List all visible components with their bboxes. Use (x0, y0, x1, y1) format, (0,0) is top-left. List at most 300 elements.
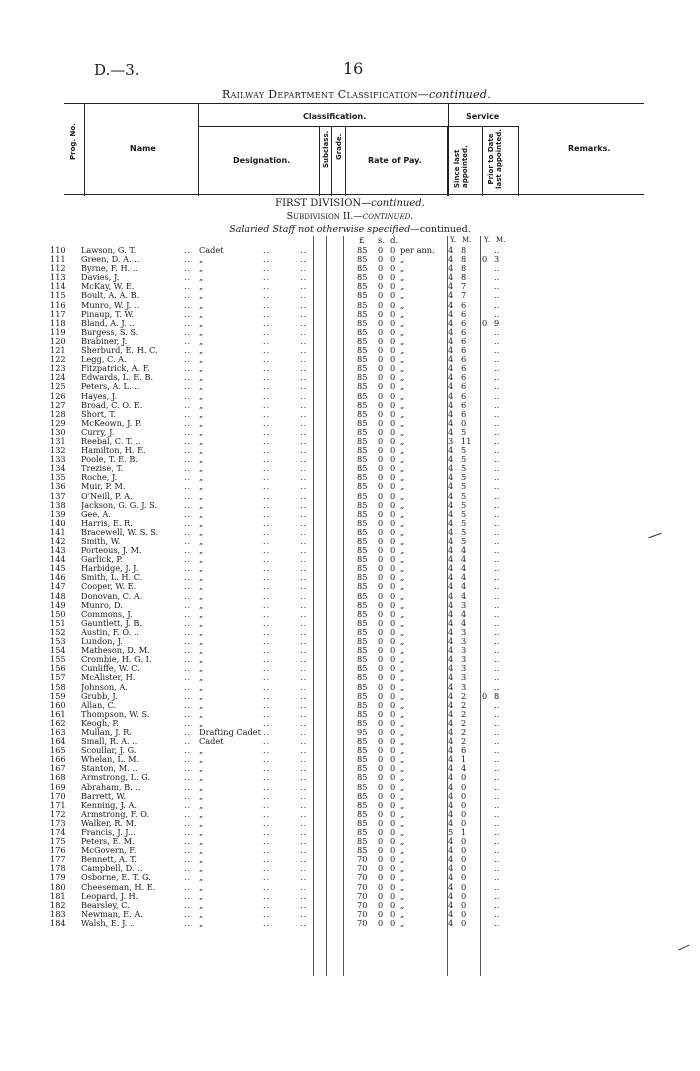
since-months: 4 (461, 563, 467, 574)
pay-period: „ (400, 372, 405, 383)
staff-name: Gauntlett, J. B. (81, 618, 142, 628)
since-years: 5 (448, 827, 454, 837)
pay-pounds: 85 (357, 690, 368, 701)
staff-name: Newman, E. A. (81, 909, 143, 919)
row-number: 168 (50, 772, 66, 783)
pay-pence: 0 (390, 854, 396, 865)
staff-name: Cunliffe, W. C. (81, 664, 140, 674)
pay-pounds: 85 (357, 363, 368, 374)
since-years: 4 (448, 608, 454, 619)
since-years: 4 (448, 381, 454, 392)
table-row (50, 301, 650, 310)
table-row (50, 564, 650, 573)
since-months: 0 (461, 872, 467, 883)
leader-dots: .. (263, 581, 271, 592)
since-months: 6 (461, 745, 467, 756)
leader-dots: .. (300, 599, 308, 610)
designation: „ (199, 672, 204, 683)
table-row (50, 737, 650, 746)
leader-dots: .. (263, 254, 271, 265)
pay-pence: 0 (390, 590, 396, 601)
row-number: 151 (50, 617, 66, 628)
table-row (50, 655, 650, 664)
leader-dots: .. (184, 608, 192, 619)
pay-pounds: 85 (357, 654, 368, 665)
prior-months: .. (494, 636, 500, 647)
staff-name: Davies, J. (81, 273, 120, 283)
pay-period: „ (400, 636, 405, 647)
pay-pounds: 85 (357, 554, 368, 565)
table-row (50, 428, 650, 437)
leader-dots: .. (263, 554, 271, 565)
table-row (50, 401, 650, 410)
row-number: 141 (50, 526, 66, 537)
leader-dots: .. (300, 445, 308, 456)
pay-period: „ (400, 326, 405, 337)
row-number: 132 (50, 445, 66, 456)
pay-pounds: 85 (357, 754, 368, 765)
pay-pounds: 85 (357, 281, 368, 292)
designation: „ (199, 526, 204, 537)
designation: „ (199, 445, 204, 456)
pay-shillings: 0 (378, 763, 384, 774)
leader-dots: .. (263, 417, 271, 428)
leader-dots: .. (184, 726, 192, 737)
pay-pounds: 85 (357, 817, 368, 828)
prior-months: .. (494, 481, 500, 492)
staff-name: Bland, A. J. .. (81, 318, 135, 328)
designation: „ (199, 827, 204, 837)
pay-period: „ (400, 563, 405, 574)
staff-name: Commons, J. (81, 609, 133, 619)
table-row (50, 746, 650, 755)
pay-period: „ (400, 854, 405, 865)
pay-period: „ (400, 499, 405, 510)
pay-shillings: 0 (378, 708, 384, 719)
since-years: 4 (448, 345, 454, 356)
pay-shillings: 0 (378, 736, 384, 747)
staff-name: Walker, R. M. (81, 818, 137, 828)
staff-name: Bearsley, C. (81, 900, 130, 910)
pay-period: „ (400, 908, 405, 919)
leader-dots: .. (263, 326, 271, 337)
leader-dots: .. (184, 736, 192, 747)
header-prog-no: Prog. No. (69, 123, 77, 160)
row-number: 127 (50, 399, 66, 410)
pay-shillings: 0 (378, 790, 384, 801)
leader-dots: .. (300, 772, 308, 783)
table-row (50, 446, 650, 455)
row-number: 138 (50, 499, 66, 510)
leader-dots: .. (184, 281, 192, 292)
row-number: 177 (50, 854, 66, 865)
pay-pence: 0 (390, 254, 396, 265)
pay-pence: 0 (390, 672, 396, 683)
pay-shillings: 0 (378, 654, 384, 665)
table-row (50, 337, 650, 346)
prior-years: 0 (482, 254, 488, 265)
table-row (50, 501, 650, 510)
staff-name: Crombie, H. G. I. (81, 655, 152, 665)
designation: „ (199, 845, 204, 856)
since-years: 4 (448, 417, 454, 428)
leader-dots: .. (300, 708, 308, 719)
since-months: 0 (461, 899, 467, 910)
designation: „ (199, 645, 204, 656)
staff-name: Walsh, E. J. .. (81, 918, 136, 928)
pay-shillings: 0 (378, 663, 384, 674)
header-since-last: Since last appointed. (453, 145, 469, 188)
pay-pence: 0 (390, 545, 396, 556)
pay-pounds: 85 (357, 308, 368, 319)
since-months: 8 (461, 254, 467, 265)
pay-pence: 0 (390, 363, 396, 374)
pay-pounds: 85 (357, 526, 368, 537)
leader-dots: .. (263, 263, 271, 274)
pay-period: „ (400, 526, 405, 537)
pay-pence: 0 (390, 745, 396, 756)
pay-shillings: 0 (378, 435, 384, 446)
pay-period: „ (400, 299, 405, 310)
since-months: 0 (461, 881, 467, 892)
designation: „ (199, 317, 204, 328)
table-row (50, 364, 650, 373)
designation: „ (199, 790, 204, 801)
leader-dots: .. (263, 490, 271, 501)
leader-dots: .. (263, 808, 271, 819)
staff-name: Campbell, D. .. (81, 864, 143, 874)
staff-name: Allan, C. (81, 700, 117, 710)
table-row (50, 519, 650, 528)
pay-pounds: 85 (357, 345, 368, 356)
designation: „ (199, 599, 204, 610)
designation: „ (199, 481, 204, 492)
since-months: 3 (461, 654, 467, 665)
pay-pounds: 85 (357, 272, 368, 283)
since-months: 4 (461, 572, 467, 583)
leader-dots: .. (184, 463, 192, 474)
leader-dots: .. (184, 817, 192, 828)
since-months: 0 (461, 817, 467, 828)
since-years: 4 (448, 299, 454, 310)
since-years: 4 (448, 463, 454, 474)
prior-months: .. (494, 781, 500, 792)
prior-months: .. (494, 763, 500, 774)
leader-dots: .. (184, 572, 192, 583)
pay-pounds: 85 (357, 581, 368, 592)
since-months: 3 (461, 645, 467, 656)
pay-pounds: 85 (357, 372, 368, 383)
designation: „ (199, 863, 204, 874)
pay-pence: 0 (390, 654, 396, 665)
staff-name: Poole, T. E. B. (81, 455, 138, 465)
pay-period: „ (400, 354, 405, 365)
since-months: 5 (461, 481, 467, 492)
since-months: 0 (461, 799, 467, 810)
pay-shillings: 0 (378, 908, 384, 919)
staff-name: Scoullar, J. G. (81, 746, 137, 756)
leader-dots: .. (263, 863, 271, 874)
staff-name: Grubb, J. (81, 691, 118, 701)
leader-dots: .. (263, 754, 271, 765)
leader-dots: .. (184, 454, 192, 465)
leader-dots: .. (184, 363, 192, 374)
pay-pounds: 70 (357, 854, 368, 865)
pay-shillings: 0 (378, 827, 384, 837)
since-months: 3 (461, 626, 467, 637)
designation: „ (199, 272, 204, 283)
row-number: 178 (50, 863, 66, 874)
leader-dots: .. (263, 890, 271, 901)
leader-dots: .. (184, 581, 192, 592)
pay-shillings: 0 (378, 554, 384, 565)
row-number: 148 (50, 590, 66, 601)
row-number: 170 (50, 790, 66, 801)
since-years: 4 (448, 254, 454, 265)
header-classification: Classification. (303, 112, 367, 121)
staff-name: Hayes, J. (81, 391, 118, 401)
designation: „ (199, 354, 204, 365)
since-years: 3 (448, 435, 454, 446)
staff-name: Armstrong, F. O. (81, 809, 150, 819)
row-number: 181 (50, 890, 66, 901)
row-number: 154 (50, 645, 66, 656)
table-row (50, 392, 650, 401)
leader-dots: .. (263, 708, 271, 719)
pay-pounds: 85 (357, 490, 368, 501)
row-number: 119 (50, 326, 66, 337)
table-row (50, 755, 650, 764)
row-number: 117 (50, 308, 66, 319)
pay-pence: 0 (390, 608, 396, 619)
designation: „ (199, 608, 204, 619)
designation: „ (199, 290, 204, 301)
pay-pounds: 85 (357, 545, 368, 556)
header-designation: Designation. (233, 156, 291, 165)
prior-months: .. (494, 499, 500, 510)
prior-months: .. (494, 808, 500, 819)
designation: „ (199, 654, 204, 665)
since-months: 0 (461, 854, 467, 865)
staff-name: Peters, A. L. .. (81, 382, 140, 392)
staff-name: Fitzpatrick, A. F. (81, 364, 150, 374)
pay-pence: 0 (390, 445, 396, 456)
pay-pounds: 85 (357, 827, 368, 837)
row-number: 182 (50, 899, 66, 910)
pay-pounds: 85 (357, 326, 368, 337)
leader-dots: .. (300, 554, 308, 565)
prior-months: 8 (494, 690, 500, 701)
pay-period: „ (400, 490, 405, 501)
pay-pounds: 85 (357, 536, 368, 546)
since-years: 4 (448, 663, 454, 674)
pay-pounds: 85 (357, 390, 368, 401)
leader-dots: .. (184, 508, 192, 519)
leader-dots: .. (263, 672, 271, 683)
pay-period: per ann. (400, 245, 435, 255)
since-months: 0 (461, 808, 467, 819)
row-number: 162 (50, 717, 66, 728)
staff-name: Byrne, F. H. .. (81, 264, 139, 274)
pay-pounds: 85 (357, 799, 368, 810)
margin-mark (648, 533, 661, 539)
leader-dots: .. (184, 490, 192, 501)
pay-shillings: 0 (378, 454, 384, 465)
row-number: 115 (50, 290, 66, 301)
since-months: 0 (461, 417, 467, 428)
leader-dots: .. (184, 708, 192, 719)
pay-pence: 0 (390, 781, 396, 792)
table-row (50, 328, 650, 337)
leader-dots: .. (263, 772, 271, 783)
row-number: 139 (50, 508, 66, 519)
since-years: 4 (448, 890, 454, 901)
leader-dots: .. (184, 390, 192, 401)
pay-shillings: 0 (378, 526, 384, 537)
pay-shillings: 0 (378, 490, 384, 501)
designation: „ (199, 254, 204, 265)
designation: „ (199, 917, 204, 928)
leader-dots: .. (184, 717, 192, 728)
prior-months: .. (494, 572, 500, 583)
table-row (50, 255, 650, 264)
table-header (64, 103, 644, 195)
leader-dots: .. (263, 454, 271, 465)
leader-dots: .. (184, 672, 192, 683)
designation: „ (199, 708, 204, 719)
prior-months: .. (494, 654, 500, 665)
table-row (50, 492, 650, 501)
since-years: 4 (448, 681, 454, 692)
pay-period: „ (400, 381, 405, 392)
staff-name: Reebal, C. T. .. (81, 436, 141, 446)
since-months: 6 (461, 399, 467, 410)
pay-period: „ (400, 308, 405, 319)
pay-pence: 0 (390, 772, 396, 783)
leader-dots: .. (263, 827, 271, 837)
pay-shillings: 0 (378, 781, 384, 792)
leader-dots: .. (184, 808, 192, 819)
pay-period: „ (400, 590, 405, 601)
designation: „ (199, 690, 204, 701)
margin-mark (678, 945, 689, 951)
leader-dots: .. (263, 354, 271, 365)
leader-dots: .. (184, 617, 192, 628)
leader-dots: .. (263, 435, 271, 446)
leader-dots: .. (184, 326, 192, 337)
pay-period: „ (400, 672, 405, 683)
table-row (50, 537, 650, 546)
pay-period: „ (400, 663, 405, 674)
pay-pence: 0 (390, 517, 396, 528)
pay-period: „ (400, 726, 405, 737)
leader-dots: .. (300, 854, 308, 865)
row-number: 131 (50, 435, 66, 446)
prior-months: .. (494, 299, 500, 310)
leader-dots: .. (300, 663, 308, 674)
leader-dots: .. (263, 836, 271, 847)
table-row (50, 464, 650, 473)
leader-dots: .. (300, 536, 308, 546)
leader-dots: .. (300, 490, 308, 501)
leader-dots: .. (300, 290, 308, 301)
table-row (50, 801, 650, 810)
row-number: 155 (50, 654, 66, 665)
since-years: 4 (448, 526, 454, 537)
prior-months: .. (494, 263, 500, 274)
leader-dots: .. (184, 435, 192, 446)
staff-name: Hamilton, H. E. (81, 446, 146, 456)
since-years: 4 (448, 645, 454, 656)
pay-shillings: 0 (378, 636, 384, 647)
since-years: 4 (448, 881, 454, 892)
pay-shillings: 0 (378, 536, 384, 546)
staff-name: Keogh, P. (81, 718, 119, 728)
designation: „ (199, 808, 204, 819)
prior-months: .. (494, 817, 500, 828)
leader-dots: .. (184, 854, 192, 865)
since-years: 4 (448, 754, 454, 765)
leader-dots: .. (300, 899, 308, 910)
pay-pence: 0 (390, 663, 396, 674)
designation: „ (199, 745, 204, 756)
pay-period: „ (400, 445, 405, 456)
pay-period: „ (400, 254, 405, 265)
since-months: 3 (461, 681, 467, 692)
leader-dots: .. (263, 345, 271, 356)
since-months: 6 (461, 408, 467, 419)
unit-month-prior: M. (496, 236, 506, 244)
pay-shillings: 0 (378, 672, 384, 683)
pay-period: „ (400, 263, 405, 274)
pay-period: „ (400, 545, 405, 556)
staff-name: Austin, F. O. .. (81, 627, 140, 637)
leader-dots: .. (184, 772, 192, 783)
leader-dots: .. (184, 426, 192, 437)
pay-shillings: 0 (378, 699, 384, 710)
prior-months: .. (494, 245, 500, 255)
header-rate-of-pay: Rate of Pay. (368, 156, 422, 165)
leader-dots: .. (184, 354, 192, 365)
staff-name: Edwards, L. E. B. (81, 373, 154, 383)
leader-dots: .. (263, 881, 271, 892)
since-years: 4 (448, 599, 454, 610)
designation: „ (199, 617, 204, 628)
leader-dots: .. (184, 645, 192, 656)
since-years: 4 (448, 445, 454, 456)
since-months: 5 (461, 499, 467, 510)
row-number: 113 (50, 272, 66, 283)
pay-shillings: 0 (378, 290, 384, 301)
since-years: 4 (448, 536, 454, 546)
pay-pence: 0 (390, 881, 396, 892)
row-number: 146 (50, 572, 66, 583)
leader-dots: .. (300, 426, 308, 437)
pay-pounds: 85 (357, 335, 368, 346)
row-number: 180 (50, 881, 66, 892)
staff-name: Boult, A. A. B. (81, 291, 140, 301)
staff-name: Mullan, J. R. (81, 727, 132, 737)
designation: „ (199, 345, 204, 356)
pay-pounds: 85 (357, 263, 368, 274)
leader-dots: .. (263, 463, 271, 474)
table-row (50, 419, 650, 428)
pay-pounds: 85 (357, 736, 368, 747)
leader-dots: .. (300, 890, 308, 901)
leader-dots: .. (184, 299, 192, 310)
staff-name: Roche, J. (81, 473, 118, 483)
division-italic: continued. (371, 198, 425, 209)
